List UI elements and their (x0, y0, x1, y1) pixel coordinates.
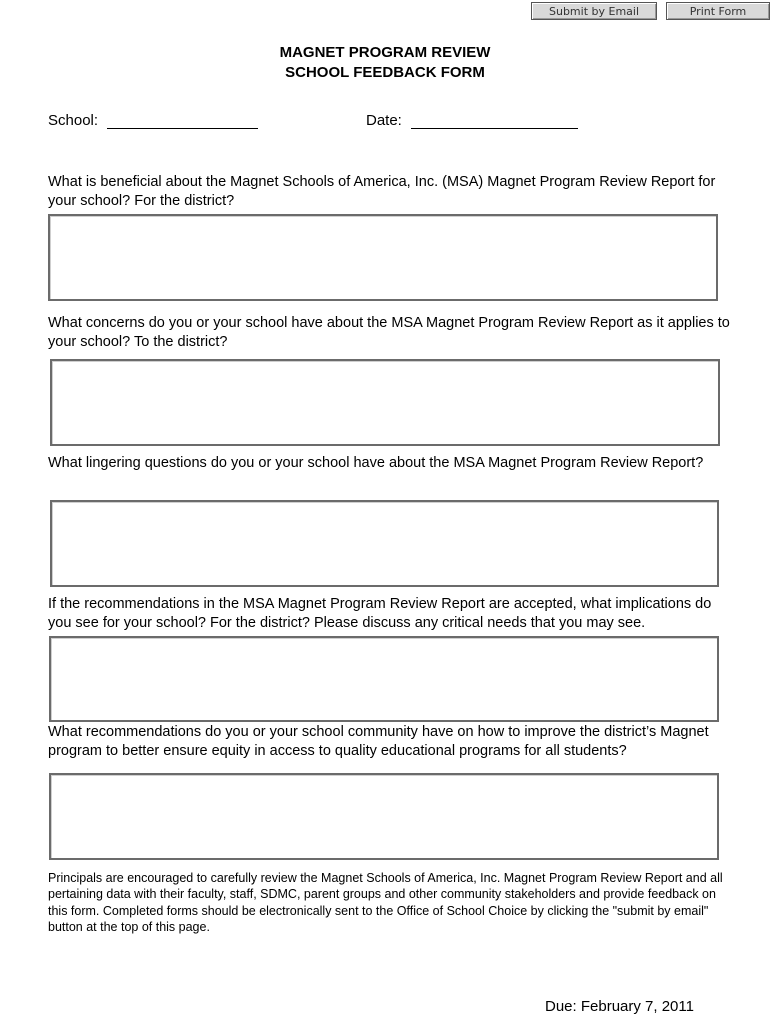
instructions-note: Principals are encouraged to carefully review the Magnet Schools of America, Inc. Magnet Program Review Report and all pertaining data with their faculty, staff, SDMC, parent groups and other community stakeholders and provide feedback on this form. Completed forms should be electronically sent to the Office of School Choice by clicking the "submit by email" button at the top of this page. (48, 871, 723, 934)
answer-box-5[interactable] (49, 773, 719, 860)
date-label: Date: (366, 112, 402, 129)
question-3: What lingering questions do you or your school have about the MSA Magnet Program Review Report? (48, 455, 704, 471)
submit-by-email-button[interactable]: Submit by Email (531, 2, 657, 20)
question-2: What concerns do you or your school have about the MSA Magnet Program Review Report as it applies to your school? To the district? (48, 315, 730, 350)
answer-box-1[interactable] (48, 214, 718, 301)
date-input[interactable] (411, 128, 578, 129)
print-form-button[interactable]: Print Form (666, 2, 770, 20)
answer-box-4[interactable] (49, 636, 719, 722)
question-5: What recommendations do you or your school community have on how to improve the district’s Magnet program to better ensure equity in access to quality educational programs for all students? (48, 724, 709, 759)
question-4: If the recommendations in the MSA Magnet Program Review Report are accepted, what implications do you see for your school? For the district? Please discuss any critical needs that you may see. (48, 596, 712, 631)
form-title-line1: MAGNET PROGRAM REVIEW (279, 44, 491, 61)
school-input[interactable] (107, 128, 258, 129)
form-title-line2: SCHOOL FEEDBACK FORM (285, 64, 485, 81)
school-label: School: (48, 112, 99, 129)
answer-box-2[interactable] (50, 359, 720, 446)
question-1: What is beneficial about the Magnet Schools of America, Inc. (MSA) Magnet Program Review Report for your school? For the district? (48, 174, 716, 209)
answer-box-3[interactable] (50, 500, 719, 587)
due-date: Due: February 7, 2011 (545, 998, 694, 1015)
